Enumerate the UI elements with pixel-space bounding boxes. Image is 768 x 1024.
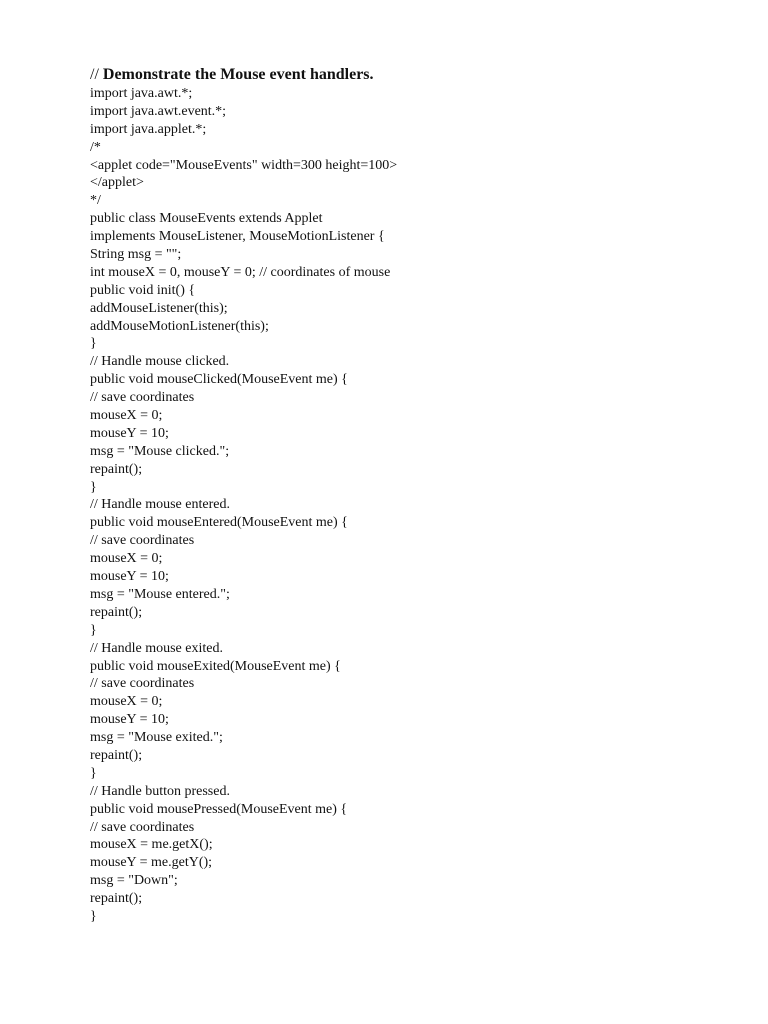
code-line: public void mouseEntered(MouseEvent me) {: [90, 515, 348, 531]
code-line: public void mouseExited(MouseEvent me) {: [90, 658, 341, 674]
code-line: // Handle button pressed.: [90, 783, 230, 799]
code-line: mouseY = 10;: [90, 425, 169, 441]
code-line: public class MouseEvents extends Applet: [90, 211, 323, 227]
code-line: */: [90, 193, 101, 209]
code-line: </applet>: [90, 175, 144, 191]
code-line: <applet code="MouseEvents" width=300 height=100>: [90, 157, 398, 173]
code-line: }: [90, 908, 97, 924]
code-line: mouseX = 0;: [90, 408, 163, 424]
code-line: repaint();: [90, 604, 143, 620]
code-line: msg = "Down";: [90, 873, 178, 889]
code-line: // Handle mouse exited.: [90, 640, 223, 656]
heading-comment-prefix: //: [90, 66, 99, 83]
code-line: // Handle mouse clicked.: [90, 354, 230, 370]
code-line: addMouseMotionListener(this);: [90, 318, 269, 334]
code-line: mouseY = me.getY();: [90, 855, 213, 871]
code-line: }: [90, 622, 97, 638]
code-line: mouseY = 10;: [90, 712, 169, 728]
code-line: String msg = "";: [90, 247, 182, 263]
code-line: // save coordinates: [90, 676, 195, 692]
code-line: msg = "Mouse clicked.";: [90, 443, 230, 459]
code-line: // save coordinates: [90, 819, 195, 835]
code-line: msg = "Mouse exited.";: [90, 730, 223, 746]
code-line: // save coordinates: [90, 533, 195, 549]
code-line: }: [90, 765, 97, 781]
heading-title: Demonstrate the Mouse event handlers.: [102, 66, 374, 83]
code-line: mouseY = 10;: [90, 569, 169, 585]
code-line: mouseX = me.getX();: [90, 837, 213, 853]
code-line: mouseX = 0;: [90, 551, 163, 567]
code-line: repaint();: [90, 891, 143, 907]
code-line: mouseX = 0;: [90, 694, 163, 710]
code-lines: [90, 85, 730, 926]
code-line: }: [90, 479, 97, 495]
code-line: import java.applet.*;: [90, 121, 207, 137]
code-listing: [90, 64, 730, 926]
code-line: }: [90, 336, 97, 352]
code-line: msg = "Mouse entered.";: [90, 586, 230, 602]
code-line: public void init() {: [90, 282, 196, 298]
code-line: import java.awt.*;: [90, 86, 193, 101]
code-line: // Handle mouse entered.: [90, 497, 230, 513]
code-line: int mouseX = 0, mouseY = 0; // coordinates of mouse: [90, 264, 391, 280]
code-line: public void mouseClicked(MouseEvent me) {: [90, 372, 348, 388]
code-line: addMouseListener(this);: [90, 300, 228, 316]
code-line: /*: [90, 139, 101, 155]
code-line: repaint();: [90, 747, 143, 763]
code-line: public void mousePressed(MouseEvent me) {: [90, 801, 348, 817]
heading-line: [90, 64, 730, 85]
code-line: implements MouseListener, MouseMotionListener {: [90, 229, 385, 245]
code-line: repaint();: [90, 461, 143, 477]
code-line: // save coordinates: [90, 390, 195, 406]
code-line: import java.awt.event.*;: [90, 103, 227, 119]
